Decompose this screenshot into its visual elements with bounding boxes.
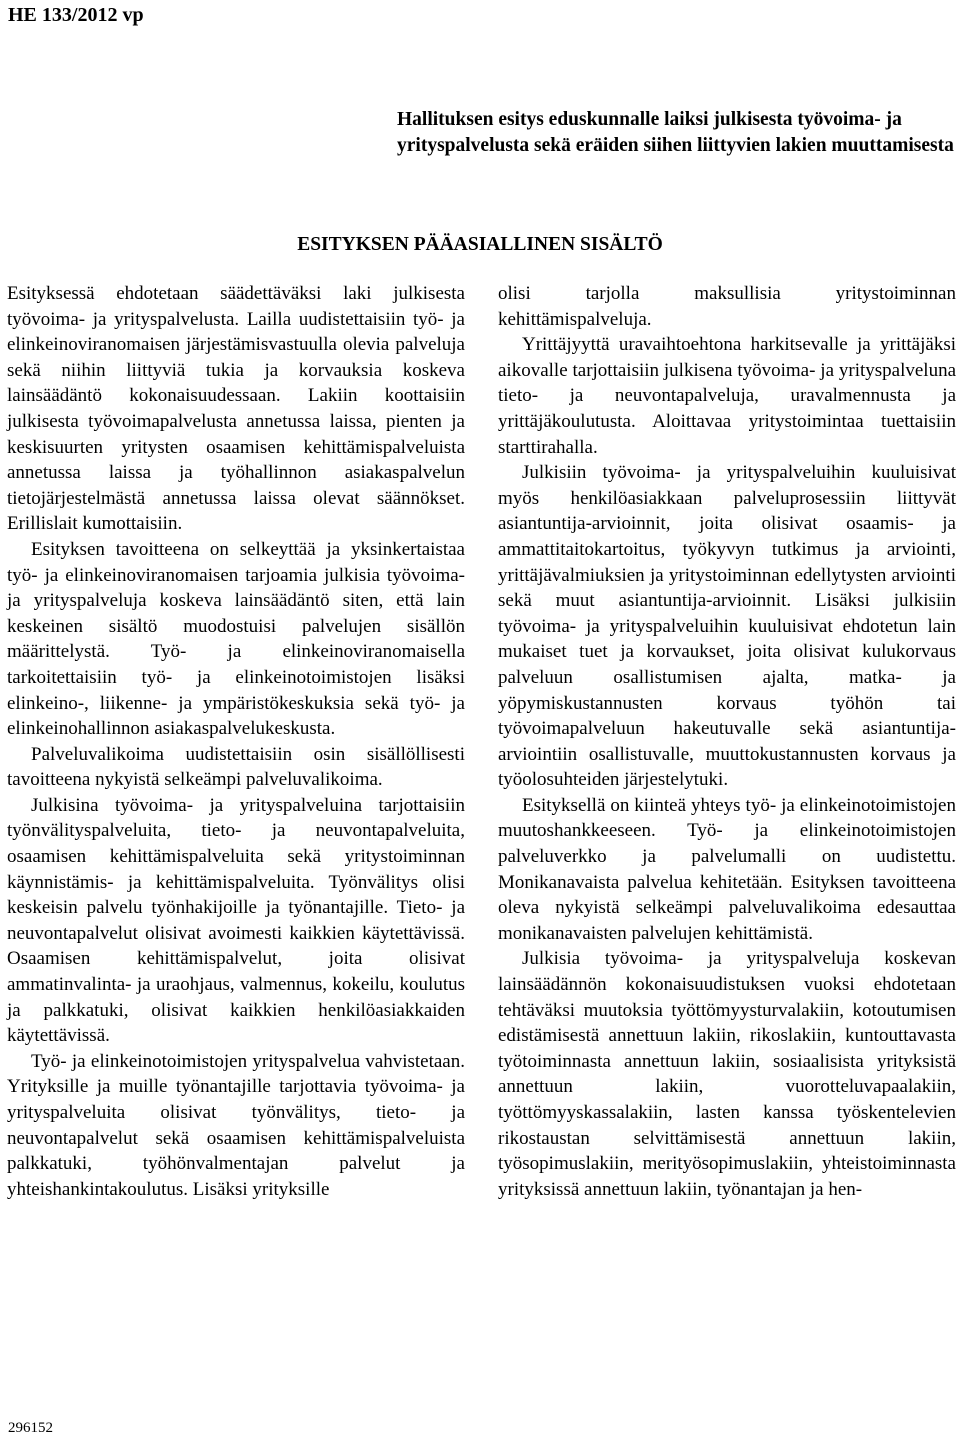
paragraph: Julkisina työvoima- ja yrityspalveluina tarjottaisiin työnvälityspalveluita, tieto- ja neuvontapalveluita, osaamisen kehittämispalveluita sekä yritystoiminnan käynnistämis- ja kehittämispalveluita. Työnvälitys olisi keskeisin palvelu työnhakijoille ja työnantajille. Tieto- ja neuvontapalvelut olisivat avoimesti kaikkien käytettävissä. Osaamisen kehittämispalvelut, joita olisivat ammatinvalinta- ja uraohjaus, valmennus, kokeilu, koulutus ja palkkatuki, olisivat kaikkien henkilöasiakkaiden käytettävissä. (7, 794, 465, 1047)
paragraph: Esityksessä ehdotetaan säädettäväksi laki julkisesta työvoima- ja yrityspalvelusta. Lailla uudistettaisiin työ- ja elinkeinoviranomaisen järjestämisvastuulla olevia palveluja sekä niihin liittyviä tukia ja korvauksia koskeva lainsäädäntö kokonaisuudessaan. Lakiin koottaisiin julkisesta työvoimapalvelusta annetussa laissa, pienten ja keskisuurten yritysten osaamisen kehittämispalveluista annetussa laissa ja työhallinnon asiakaspalvelun tietojärjestelmästä annetussa laissa olevat säännökset. Erillislait kumottaisiin. (7, 283, 465, 535)
paragraph: Palveluvalikoima uudistettaisiin osin sisällöllisesti tavoitteena nykyistä selkeämpi palveluvalikoima. (7, 743, 465, 791)
paragraph: Esityksellä on kiinteä yhteys työ- ja elinkeinotoimistojen muutoshankkeeseen. Työ- ja elinkeinotoimistojen palveluverkko ja palvelumalli on uudistettu. Monikanavaista palvelua kehitetään. Esityksen tavoitteena oleva nykyistä selkeämpi palveluvalikoima edesauttaa monikanavaisten palvelujen kehittämistä. (498, 794, 956, 944)
document-id: HE 133/2012 vp (8, 4, 144, 26)
document-title: Hallituksen esitys eduskunnalle laiksi julkisesta työvoima- ja yrityspalvelusta sekä eräiden siihen liittyvien lakien muuttamisesta (397, 109, 954, 156)
paragraph: Julkisiin työvoima- ja yrityspalveluihin kuuluisivat myös henkilöasiakkaan palveluprosessiin liittyvät asiantuntija-arvioinnit, joita olisivat osaamis- ja ammattitaitokartoitus, työkyvyn tutkimus ja arviointi, yrittäjävalmiuksien ja yritystoiminnan edellytysten arviointi sekä muut asiantuntija-arvioinnit. Lisäksi julkisiin työvoima- ja yrityspalveluihin kuuluisivat ehdotetun lain mukaiset tuet ja korvaukset, joita olisivat kulukorvaus palveluun osallistumisen ajalta, matka- ja yöpymiskustannusten korvaus työhön tai työvoimapalveluun hakeutuvalle sekä asiantuntija-arviointiin osallistuvalle, muuttokustannusten korvaus ja työolosuhteiden järjestelytuki. (498, 462, 956, 791)
right-column (498, 281, 956, 1202)
section-heading: ESITYKSEN PÄÄASIALLINEN SISÄLTÖ (297, 234, 663, 255)
page-number: 296152 (8, 1420, 53, 1436)
left-column (7, 281, 465, 1202)
paragraph: olisi tarjolla maksullisia yritystoiminnan kehittämispalveluja. (498, 283, 956, 330)
paragraph: Esityksen tavoitteena on selkeyttää ja yksinkertaistaa työ- ja elinkeinoviranomaisen tarjoamia julkisia työvoima- ja yrityspalveluja koskeva lainsäädäntö siten, että lain keskeinen sisältö muodostuisi palvelujen sisällön määrittelystä. Työ- ja elinkeinoviranomaisella tarkoitettaisiin työ- ja elinkeinotoimistojen lisäksi elinkeino-, liikenne- ja ympäristökeskuksia sekä työ- ja elinkeinohallinnon asiakaspalvelukeskusta. (7, 538, 465, 740)
paragraph: Yrittäjyyttä uravaihtoehtona harkitsevalle ja yrittäjäksi aikovalle tarjottaisiin julkisena työvoima- ja yrityspalveluna tieto- ja neuvontapalveluja, uravalmennusta ja yrittäjäkoulutusta. Aloittavaa yritystoimintaa tuettaisiin starttirahalla. (498, 334, 956, 458)
paragraph: Työ- ja elinkeinotoimistojen yrityspalvelua vahvistetaan. Yrityksille ja muille työnantajille tarjottavia työvoima- ja yrityspalveluita olisivat työnvälitys, tieto- ja neuvontapalvelut sekä osaamisen kehittämispalveluista palkkatuki, työhönvalmentajan palvelut ja yhteishankintakoulutus. Lisäksi yrityksille (7, 1050, 465, 1200)
paragraph: Julkisia työvoima- ja yrityspalveluja koskevan lainsäädännön kokonaisuudistuksen vuoksi ehdotetaan tehtäväksi muutoksia työttömyysturvalakiin, kotoutumisen edistämisestä annettuun lakiin, rikoslakiin, kuntouttavasta työtoiminnasta annettuun lakiin, sosiaalisista yrityksistä annettuun lakiin, vuorotteluvapaalakiin, työttömyyskassalakiin, lasten kanssa työskentelevien rikostaustan selvittämisestä annettuun lakiin, työsopimuslakiin, merityösopimuslakiin, yhteistoiminnasta yrityksissä annettuun lakiin, työnantajan ja hen- (498, 948, 956, 1200)
